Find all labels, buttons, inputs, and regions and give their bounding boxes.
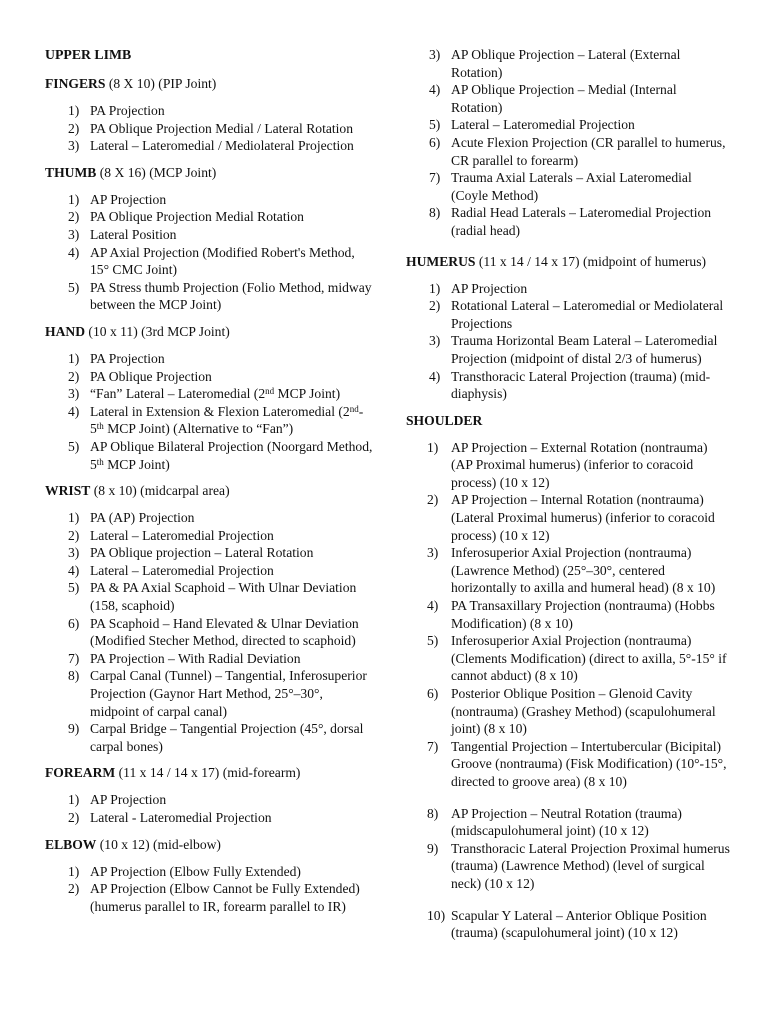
item-text: Scapular Y Lateral – Anterior Oblique Position (trauma) (scapulohumeral joint) (10 x 12) — [451, 907, 707, 941]
list-item — [45, 509, 375, 527]
section-heading — [45, 836, 375, 854]
section-heading — [45, 482, 375, 500]
item-number: 9) — [427, 840, 439, 856]
list-item — [45, 438, 375, 473]
list-item — [45, 368, 375, 386]
superscript: nd — [349, 403, 359, 414]
section-detail: (10 x 12) (mid-elbow) — [96, 836, 221, 852]
item-number: 3) — [68, 226, 80, 242]
section-shoulder — [406, 412, 731, 942]
item-number: 2) — [68, 810, 80, 825]
list-item — [45, 791, 375, 809]
section-name: WRIST — [45, 483, 91, 499]
item-number: 3) — [429, 333, 441, 349]
item-number: 5) — [427, 633, 439, 649]
item-number: 3) — [68, 386, 80, 402]
humerus-list — [406, 280, 731, 403]
item-number: 1) — [68, 863, 80, 879]
item-number: 2) — [68, 368, 80, 384]
item-number: 1) — [427, 439, 439, 455]
item-text: AP Projection — [90, 191, 167, 207]
item-text: Tangential Projection – Intertubercular (Bicipital) Groove (nontrauma) (Fisk Modification) (10°-15°, directed to groove area) (8 x 10) — [451, 738, 727, 789]
superscript: nd — [265, 386, 275, 397]
item-text: Lateral Position — [90, 226, 177, 242]
list-item — [406, 491, 731, 544]
item-text: Posterior Oblique Position – Glenoid Cavity (nontrauma) (Grashey Method) (scapulohumeral joint) (8 x 10) — [451, 686, 716, 737]
superscript: th — [96, 456, 104, 467]
list-item — [45, 544, 375, 562]
item-text: Transthoracic Lateral Projection Proximal humerus (trauma) (Lawrence Method) (level of surgical neck) (10 x 12) — [451, 840, 730, 891]
item-text: Lateral in Extension & Flexion Lateromedial (2nd-5th MCP Joint) (Alternative to “Fan”) — [90, 403, 364, 437]
item-number: 4) — [68, 403, 80, 419]
item-number: 4) — [429, 368, 441, 384]
item-number: 4) — [68, 244, 80, 260]
list-item — [406, 297, 731, 332]
item-number: 1) — [68, 792, 80, 808]
item-text: PA Projection — [90, 103, 165, 118]
item-text: “Fan” Lateral – Lateromedial (2nd MCP Joint) — [90, 386, 341, 402]
shoulder-list — [406, 439, 731, 942]
item-text: Lateral – Lateromedial Projection — [451, 117, 635, 133]
item-number: 3) — [429, 47, 441, 62]
right-sections — [406, 253, 731, 942]
item-text: Radial Head Laterals – Lateromedial Projection (radial head) — [451, 205, 712, 238]
list-item — [45, 102, 375, 120]
item-text: AP Axial Projection (Modified Robert's Method, 15° CMC Joint) — [90, 244, 355, 278]
item-text: AP Projection – Neutral Rotation (trauma) (midscapulohumeral joint) (10 x 12) — [451, 805, 682, 839]
section-detail: (11 x 14 / 14 x 17) (mid-forearm) — [115, 765, 301, 781]
list-item — [45, 403, 375, 438]
item-text: PA Oblique Projection Medial Rotation — [90, 209, 304, 225]
section-name: THUMB — [45, 164, 97, 180]
list-item — [45, 120, 375, 138]
item-text: AP Oblique Bilateral Projection (Noorgard Method, 5th MCP Joint) — [90, 438, 373, 472]
item-text: Rotational Lateral – Lateromedial or Mediolateral Projections — [451, 298, 724, 331]
section-heading — [406, 253, 731, 271]
item-number: 9) — [68, 721, 80, 737]
item-number: 4) — [427, 598, 439, 614]
section-elbow — [45, 836, 375, 916]
list-item — [406, 597, 731, 632]
superscript: th — [96, 421, 104, 432]
section-hand — [45, 323, 375, 473]
list-item — [45, 562, 375, 580]
list-item — [406, 685, 731, 738]
list-item — [406, 632, 731, 685]
item-number: 5) — [68, 580, 80, 596]
spacer — [406, 893, 731, 907]
elbow-list — [45, 863, 375, 916]
item-text: PA Oblique projection – Lateral Rotation — [90, 545, 314, 561]
item-number: 2) — [68, 881, 80, 897]
item-number: 2) — [68, 527, 80, 543]
section-thumb — [45, 164, 375, 314]
item-text: AP Projection – External Rotation (nontrauma) (AP Proximal humerus) (inferior to coracoid process) (10 x 12) — [451, 439, 708, 490]
forearm-list — [45, 791, 375, 826]
section-heading — [406, 412, 731, 430]
list-item — [45, 667, 375, 720]
list-item — [406, 439, 731, 492]
item-number: 4) — [68, 562, 80, 578]
list-item — [406, 840, 731, 893]
thumb-list — [45, 191, 375, 314]
elbow-list-continued — [406, 46, 731, 240]
list-item — [406, 805, 731, 840]
list-item — [406, 368, 731, 403]
item-text: Lateral – Lateromedial / Mediolateral Projection — [90, 138, 354, 154]
section-heading — [45, 75, 375, 93]
item-text: PA (AP) Projection — [90, 510, 195, 526]
list-item — [406, 134, 731, 169]
item-text: Trauma Axial Laterals – Axial Lateromedial (Coyle Method) — [451, 170, 692, 203]
list-item — [406, 544, 731, 597]
item-number: 1) — [68, 191, 80, 207]
item-number: 4) — [429, 82, 441, 98]
item-number: 2) — [427, 492, 439, 508]
item-number: 1) — [68, 103, 80, 118]
item-text: AP Projection — [451, 280, 528, 296]
item-text: PA Scaphoid – Hand Elevated & Ulnar Deviation (Modified Stecher Method, directed to scaphoid) — [90, 615, 359, 649]
list-item — [406, 738, 731, 791]
item-number: 2) — [429, 298, 441, 314]
item-number: 2) — [68, 120, 80, 136]
list-item — [45, 863, 375, 881]
hand-list — [45, 350, 375, 473]
section-wrist — [45, 482, 375, 755]
section-heading — [45, 323, 375, 341]
list-item — [45, 191, 375, 209]
item-number: 7) — [429, 170, 441, 186]
item-number: 6) — [427, 686, 439, 701]
section-name: FOREARM — [45, 765, 116, 781]
section-detail: (10 x 11) (3rd MCP Joint) — [85, 323, 230, 339]
section-forearm — [45, 764, 375, 826]
item-text: PA Oblique Projection Medial / Lateral Rotation — [90, 120, 354, 136]
item-text: PA Oblique Projection — [90, 368, 212, 384]
section-detail: (8 x 10) (midcarpal area) — [90, 483, 230, 499]
spacer — [406, 791, 731, 805]
item-number: 1) — [429, 280, 441, 296]
item-text: Carpal Canal (Tunnel) – Tangential, Inferosuperior Projection (Gaynor Hart Method, 25°–30°, midpoint of carpal canal) — [90, 668, 367, 719]
item-number: 6) — [68, 615, 80, 631]
item-text: Trauma Horizontal Beam Lateral – Lateromedial Projection (midpoint of distal 2/3 of humerus) — [451, 333, 718, 366]
list-item — [406, 332, 731, 367]
item-text: PA Projection — [90, 350, 165, 366]
document-title: UPPER LIMB — [45, 47, 132, 62]
section-detail: (8 X 16) (MCP Joint) — [96, 164, 217, 180]
item-number: 7) — [427, 738, 439, 754]
item-number: 5) — [429, 117, 441, 133]
list-item — [45, 579, 375, 614]
item-number: 3) — [427, 545, 439, 561]
item-text: Lateral - Lateromedial Projection — [90, 810, 272, 825]
item-number: 3) — [68, 545, 80, 561]
section-name: ELBOW — [45, 836, 97, 852]
item-text: PA Stress thumb Projection (Folio Method, midway between the MCP Joint) — [90, 279, 372, 313]
wrist-list — [45, 509, 375, 755]
item-text: PA & PA Axial Scaphoid – With Ulnar Deviation (158, scaphoid) — [90, 580, 357, 614]
item-number: 5) — [68, 438, 80, 454]
item-number: 8) — [68, 668, 80, 684]
item-text: AP Projection (Elbow Fully Extended) — [90, 863, 301, 879]
item-text: AP Projection — [90, 792, 167, 808]
section-humerus — [406, 253, 731, 403]
item-text: PA Transaxillary Projection (nontrauma) (Hobbs Modification) (8 x 10) — [451, 598, 715, 631]
section-fingers — [45, 75, 375, 155]
right-column — [406, 46, 731, 951]
item-number: 1) — [68, 350, 80, 366]
item-text: Inferosuperior Axial Projection (nontrauma) (Clements Modification) (direct to axilla, 5°-15° if cannot abduct) (8 x 10) — [451, 633, 727, 684]
list-item — [406, 116, 731, 134]
item-text: Transthoracic Lateral Projection (trauma) (mid-diaphysis) — [451, 368, 711, 402]
list-item — [45, 809, 375, 827]
item-text: PA Projection – With Radial Deviation — [90, 650, 301, 666]
item-number: 10) — [427, 907, 446, 923]
item-text: AP Oblique Projection – Medial (Internal Rotation) — [451, 82, 677, 115]
section-detail: (8 X 10) (PIP Joint) — [105, 76, 217, 91]
item-number: 8) — [427, 805, 439, 821]
list-item — [45, 350, 375, 368]
list-item — [406, 907, 731, 942]
left-column — [45, 46, 375, 924]
section-heading — [45, 164, 375, 182]
item-number: 6) — [429, 134, 441, 150]
list-item — [45, 527, 375, 545]
list-item — [45, 226, 375, 244]
left-sections — [45, 75, 375, 915]
section-name: HAND — [45, 323, 86, 339]
list-item — [45, 880, 375, 915]
list-item — [45, 137, 375, 155]
fingers-list — [45, 102, 375, 155]
section-name: SHOULDER — [406, 412, 483, 428]
section-heading — [45, 764, 375, 782]
item-text: Carpal Bridge – Tangential Projection (45°, dorsal carpal bones) — [90, 721, 364, 754]
list-item — [45, 279, 375, 314]
list-item — [406, 169, 731, 204]
list-item — [45, 615, 375, 650]
item-text: AP Projection – Internal Rotation (nontrauma) (Lateral Proximal humerus) (inferior to coracoid process) (10 x 12) — [451, 492, 715, 543]
section-detail: (11 x 14 / 14 x 17) (midpoint of humerus) — [475, 253, 707, 269]
item-text: Lateral – Lateromedial Projection — [90, 527, 274, 543]
list-item — [406, 46, 731, 81]
list-item — [406, 280, 731, 298]
list-item — [406, 204, 731, 239]
item-number: 8) — [429, 205, 441, 221]
item-number: 1) — [68, 510, 80, 526]
list-item — [406, 81, 731, 116]
list-item — [45, 208, 375, 226]
item-text: AP Oblique Projection – Lateral (External Rotation) — [451, 47, 681, 80]
item-number: 7) — [68, 650, 80, 666]
item-number: 5) — [68, 279, 80, 295]
section-name: FINGERS — [45, 76, 106, 91]
section-name: HUMERUS — [406, 253, 476, 269]
item-number: 2) — [68, 209, 80, 225]
list-item — [45, 650, 375, 668]
list-item — [45, 720, 375, 755]
item-text: Inferosuperior Axial Projection (nontrauma) (Lawrence Method) (25°–30°, centered horizontally to axilla and humeral head) (8 x 10) — [451, 545, 716, 596]
item-text: Acute Flexion Projection (CR parallel to humerus, CR parallel to forearm) — [451, 134, 726, 168]
list-item — [45, 385, 375, 403]
list-item — [45, 244, 375, 279]
item-text: Lateral – Lateromedial Projection — [90, 562, 274, 578]
item-number: 3) — [68, 138, 80, 154]
item-text: AP Projection (Elbow Cannot be Fully Extended) (humerus parallel to IR, forearm parallel to IR) — [90, 881, 360, 914]
